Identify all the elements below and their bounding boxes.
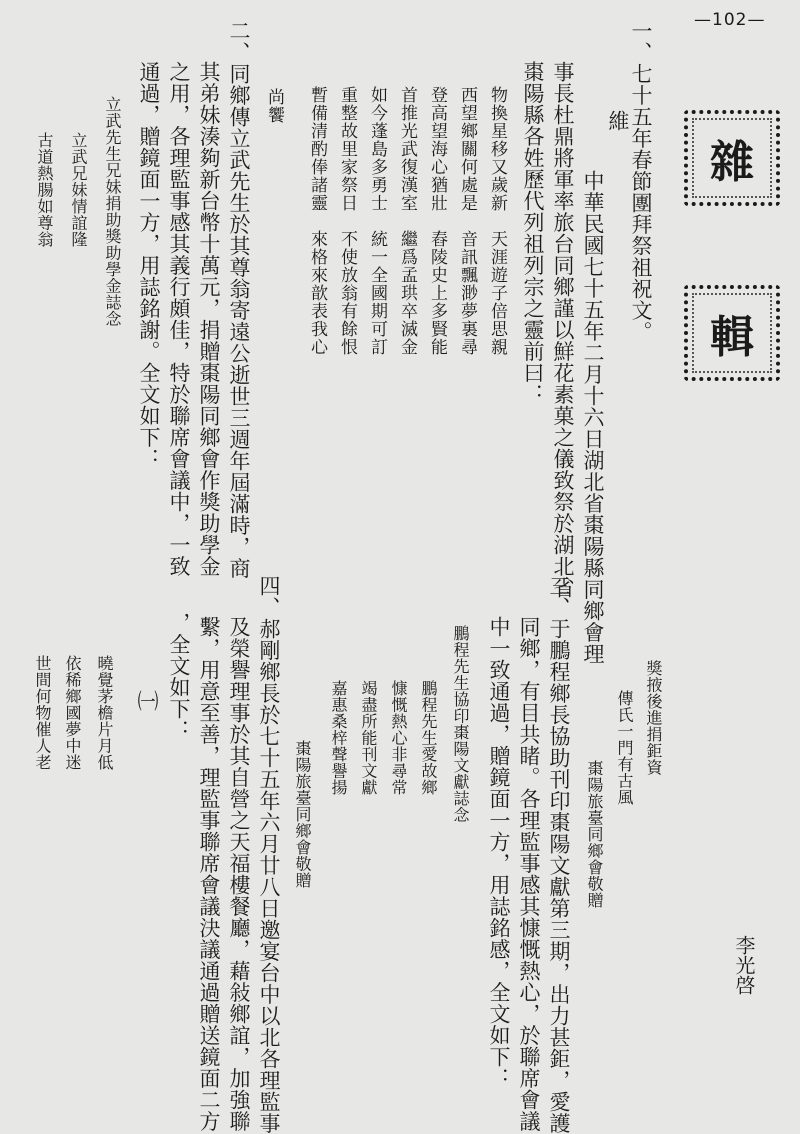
section3-plaque-line: 棗陽旅臺同鄉會敬贈 xyxy=(585,760,604,909)
section2-line: 其弟妹湊夠新台幣十萬元，捐贈棗陽同鄉會作獎助學金 xyxy=(197,61,221,577)
section1-poem-line: 登高望海心猶壯 舂陵史上多賢能 xyxy=(427,86,447,356)
section3-line: 中一致通過，贈鏡面一方，用誌銘感，全文如下： xyxy=(487,616,511,1089)
section3-line: 同鄉，有目共睹。各理監事感其慷慨熱心，於聯席會議 xyxy=(517,616,541,1132)
section2-line: 之用，各理監事感其義行頗佳，特於聯席會議中，一致 xyxy=(167,61,191,577)
section1-poem-line: 暫備清酌俸諸靈 來格來歆表我心 xyxy=(307,86,327,356)
section3-line: 三、于鵬程鄉長協助刊印棗陽文獻第三期，出力甚鉅，愛護 xyxy=(547,575,571,1134)
section4-poem-line: 依稀鄉國夢中迷 xyxy=(63,655,82,771)
section4-line: 四、郝剛鄉長於七十五年六月廿八日邀宴台中以北各理監事 xyxy=(257,575,281,1134)
section4-line: ，全文如下： xyxy=(167,612,191,741)
section1-poem-line: 重整故里家祭日 不使放翁有餘恨 xyxy=(337,86,357,356)
section2-line: 二、同鄉傳立武先生於其尊翁寄遠公逝世三週年屆滿時，商 xyxy=(227,20,251,579)
section1-title: 一、七十五年春節團拜祭祖祝文。 xyxy=(629,20,653,343)
section3-plaque-line: 獎掖後進捐鉅資 xyxy=(644,660,663,776)
section1-poem-line: 西望鄉關何處是 音訊飄渺夢裏尋 xyxy=(457,86,477,356)
section3-plaque-line: 鵬程先生協印棗陽文獻誌念 xyxy=(451,625,470,823)
section3-plaque-line: 鵬程先生愛故鄉 xyxy=(419,680,438,796)
section1-poem-line: 如今蓬島多勇士 統一全國期可訂 xyxy=(367,86,387,356)
section3-plaque-line: 嘉惠桑梓聲譽揚 xyxy=(329,680,348,796)
section1-closing: 尚饗 xyxy=(264,88,284,124)
section2-plaque-line: 立武先生兄妹捐助獎助學金誌念 xyxy=(103,96,122,327)
author-signature: 李光啓 xyxy=(732,935,756,995)
heading-block-top xyxy=(684,110,780,206)
section3-plaque-line: 傳氏一門有古風 xyxy=(615,690,634,806)
section1-line: 棗陽縣各姓歷代列祖列宗之靈前曰： xyxy=(521,61,545,405)
section1-poem-line: 物換星移又歲新 天涯遊子倍思親 xyxy=(487,86,507,356)
heading-char-bottom: 輯 xyxy=(710,312,754,363)
section4-sub-marker: ㈠ xyxy=(135,690,159,712)
heading-block-bottom xyxy=(684,285,780,381)
section4-poem-line: 曉覺茅檐片月低 xyxy=(95,655,114,771)
section1-intro: 維 xyxy=(606,110,630,132)
section1-poem-line: 首推光武復漢室 繼爲孟珙卒滅金 xyxy=(397,86,417,356)
heading-char-top: 雜 xyxy=(710,137,754,188)
section1-line: 事長杜鼎將軍率旅台同鄉謹以鮮花素菓之儀致祭於湖北省 xyxy=(551,61,575,599)
section3-plaque-line: 竭盡所能刊文獻 xyxy=(359,680,378,796)
section4-line: 繫，用意至善，理監事聯席會議決議通過贈送鏡面二方 xyxy=(197,616,221,1132)
section4-line: 及榮譽理事於其自營之天福樓餐廳，藉敍鄉誼，加強聯 xyxy=(227,616,251,1132)
section2-plaque-line: 古道熱腸如尊翁 xyxy=(35,132,54,248)
section4-poem-line: 世間何物催人老 xyxy=(33,655,52,771)
section2-line: 通過，贈鏡面一方，用誌銘謝。全文如下： xyxy=(137,61,161,470)
section3-plaque-line: 棗陽旅臺同鄉會敬贈 xyxy=(293,740,312,889)
section1-line: 中華民國七十五年二月十六日湖北省棗陽縣同鄉會理 xyxy=(581,170,605,665)
section3-plaque-line: 慷慨熱心非尋常 xyxy=(389,680,408,796)
section2-plaque-line: 立武兄妹情誼隆 xyxy=(69,132,88,248)
page-number: —102— xyxy=(694,10,766,30)
